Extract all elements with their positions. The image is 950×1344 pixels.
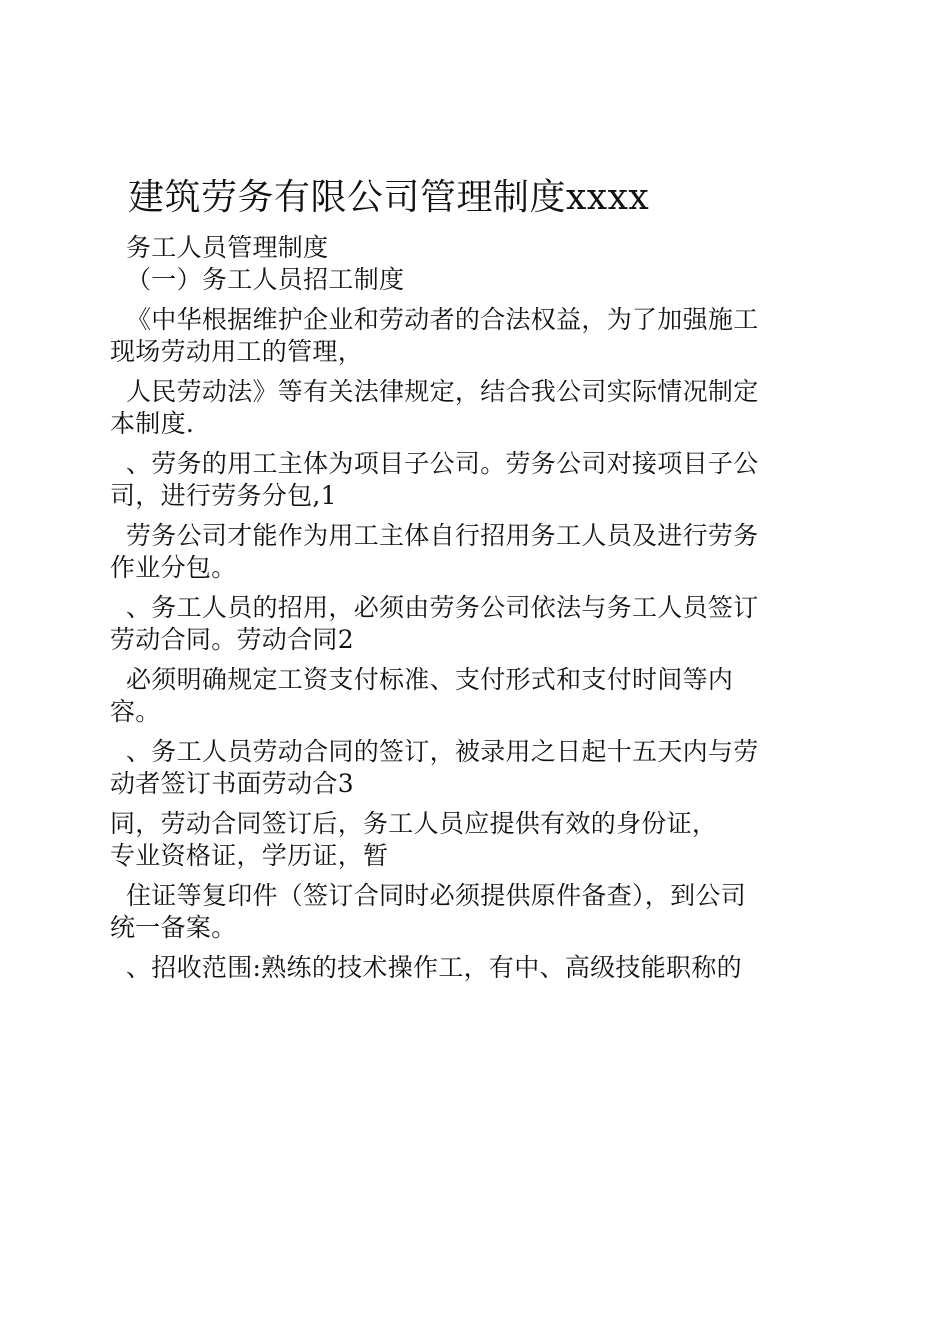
subsection-heading: （一）务工人员招工制度 bbox=[126, 265, 405, 294]
section-heading: 务工人员管理制度 bbox=[126, 233, 329, 262]
paragraph-line: 、务工人员劳动合同的签订，被录用之日起十五天内与劳 bbox=[126, 737, 759, 766]
paragraph-line: 统一备案。 bbox=[110, 913, 237, 942]
paragraph-line: 、劳务的用工主体为项目子公司。劳务公司对接项目子公 bbox=[126, 449, 759, 478]
paragraph-line: 本制度. bbox=[110, 409, 195, 438]
paragraph-line: 现场劳动用工的管理， bbox=[110, 337, 364, 366]
paragraph-line: 专业资格证，学历证，暂 bbox=[110, 841, 389, 870]
paragraph-line: 容。 bbox=[110, 697, 161, 726]
paragraph-line: 人民劳动法》等有关法律规定，结合我公司实际情况制定 bbox=[126, 377, 759, 406]
paragraph-line: 、务工人员的招用，必须由劳务公司依法与务工人员签订 bbox=[126, 593, 759, 622]
paragraph-line: 作业分包。 bbox=[110, 553, 237, 582]
paragraph-line: 司，进行劳务分包,1 bbox=[110, 481, 337, 510]
paragraph-line: 劳动合同。劳动合同2 bbox=[110, 625, 354, 654]
paragraph-line: 必须明确规定工资支付标准、支付形式和支付时间等内 bbox=[126, 665, 734, 694]
paragraph-line: 住证等复印件（签订合同时必须提供原件备查），到公司 bbox=[126, 881, 747, 910]
paragraph-line: 同，劳动合同签订后，务工人员应提供有效的身份证， bbox=[110, 809, 718, 838]
paragraph-line: 动者签订书面劳动合3 bbox=[110, 769, 354, 798]
paragraph-line: 劳务公司才能作为用工主体自行招用务工人员及进行劳务 bbox=[126, 521, 759, 550]
paragraph-line: 、招收范围:熟练的技术操作工，有中、高级技能职称的 bbox=[126, 953, 742, 982]
document-title: 建筑劳务有限公司管理制度xxxx bbox=[128, 177, 650, 218]
document-body bbox=[110, 232, 850, 984]
paragraph-line: 《中华根据维护企业和劳动者的合法权益，为了加强施工 bbox=[126, 305, 759, 334]
